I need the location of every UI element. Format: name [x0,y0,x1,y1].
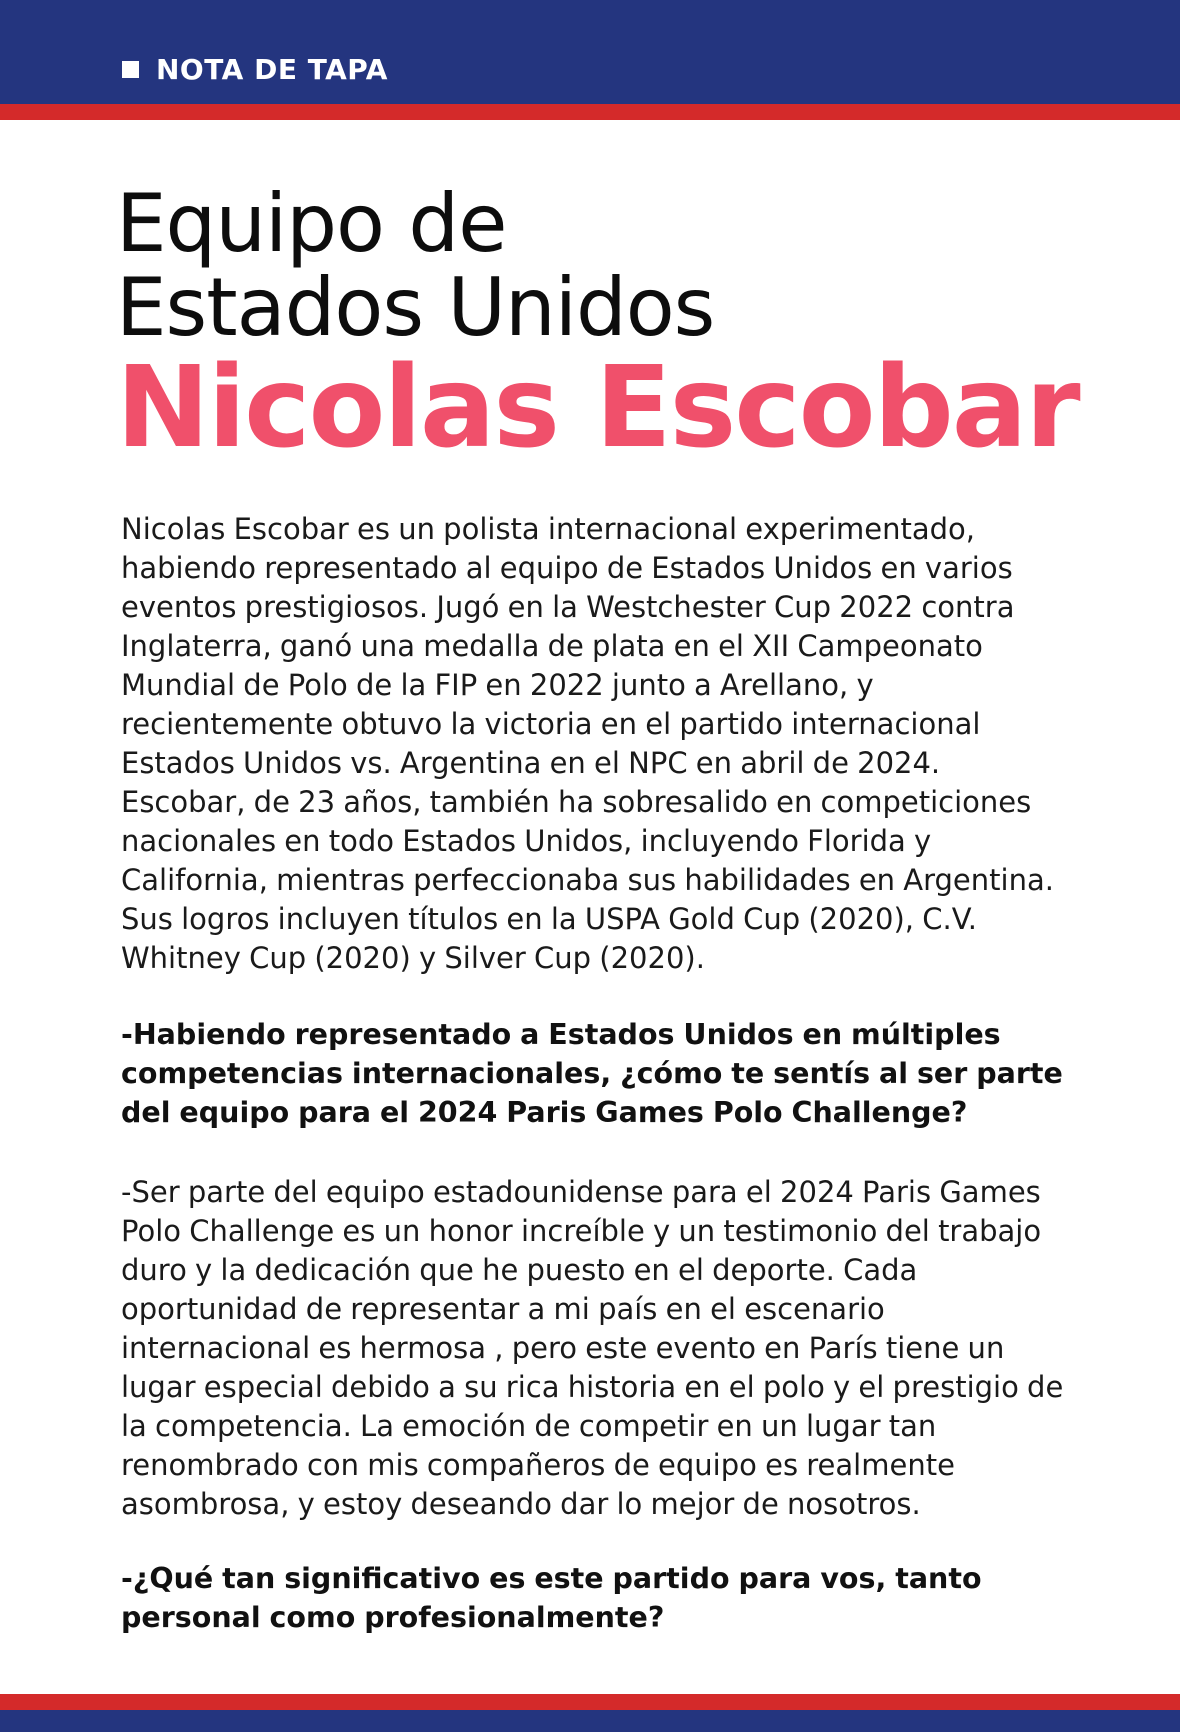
article-title [116,177,1079,473]
question-1: -Habiendo representado a Estados Unidos en múltiples competencias internacionales, ¿cómo te sentís al ser parte del equipo para el 2024 Paris Games Polo Challenge? [121,1018,1063,1129]
title-line-2: Estados Unidos [116,261,715,354]
header-stripe [0,104,1180,120]
square-bullet-icon [122,61,139,78]
intro-paragraph: Nicolas Escobar es un polista internacional experimentado, habiendo representado al equipo de Estados Unidos en varios eventos prestigiosos. Jugó en la Westchester Cup 2022 contra Inglaterra, ganó una medalla de plata en el XII Campeonato Mundial de Polo de la FIP en 2022 junto a Arellano, y recientemente obtuvo la victoria en el partido internacional Estados Unidos vs. Argentina en el NPC en abril de 2024. Escobar, de 23 años, también ha sobresalido en competiciones nacionales en todo Estados Unidos, incluyendo Florida y California, mientras perfeccionaba sus habilidades en Argentina. Sus logros incluyen títulos en la USPA Gold Cup (2020), C.V. Whitney Cup (2020) y Silver Cup (2020). [121,512,1054,975]
player-name: Nicolas Escobar [116,343,1079,473]
footer-band [0,1710,1180,1732]
title-line-1: Equipo de [116,177,507,270]
section-label-text: NOTA DE TAPA [156,52,388,86]
footer-stripe [0,1694,1180,1710]
answer-1: -Ser parte del equipo estadounidense para el 2024 Paris Games Polo Challenge es un honor increíble y un testimonio del trabajo duro y la dedicación que he puesto en el deporte. Cada oportunidad de representar a mi país en el escenario internacional es hermosa , pero este evento en París tiene un lugar especial debido a su rica historia en el polo y el prestigio de la competencia. La emoción de competir en un lugar tan renombrado con mis compañeros de equipo es realmente asombrosa, y estoy deseando dar lo mejor de nosotros. [121,1175,1064,1521]
section-label [122,49,388,89]
question-2: -¿Qué tan significativo es este partido para vos, tanto personal como profesionalmente? [121,1562,982,1634]
